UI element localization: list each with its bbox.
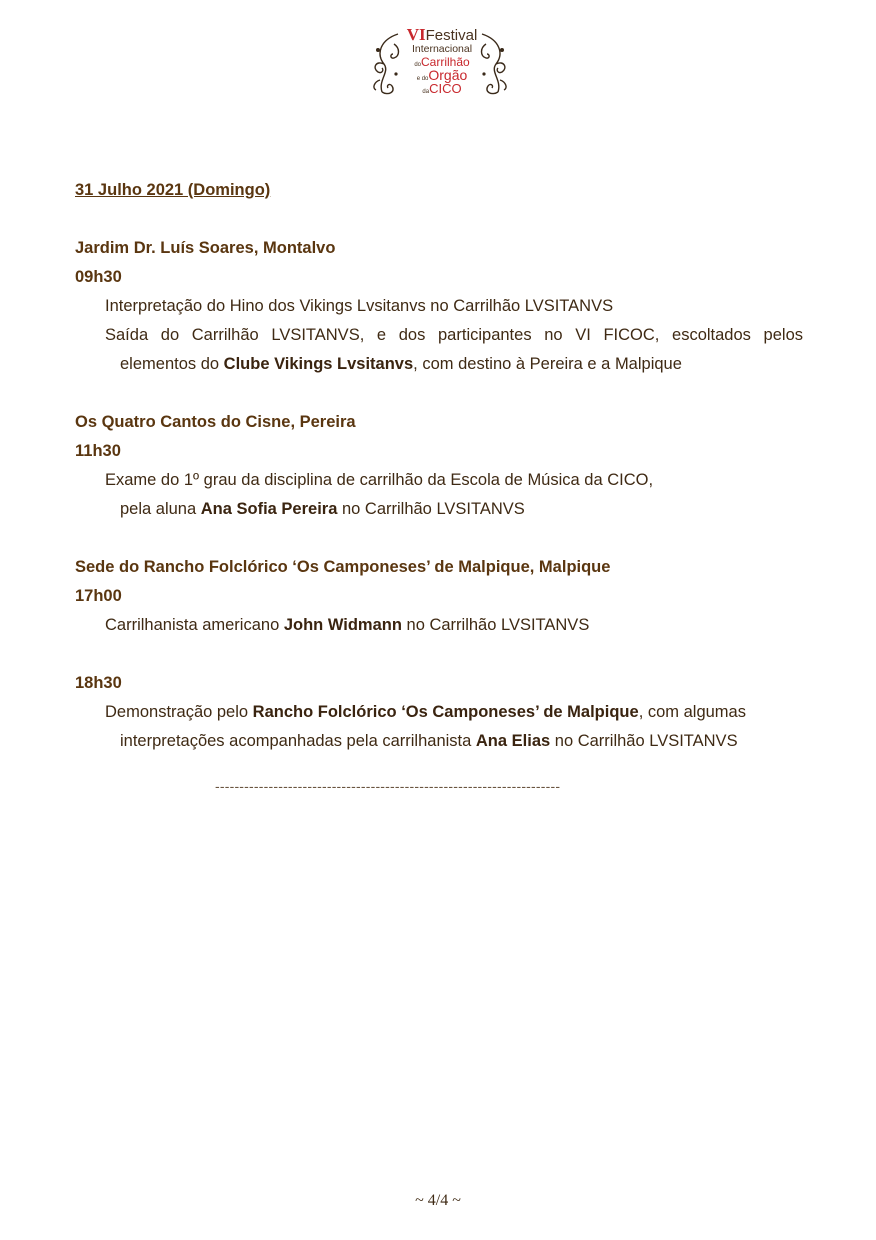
text-run: no Carrilhão LVSITANVS [401,616,590,634]
bold-name: John Widmann [283,616,402,634]
section-time: 11h30 [75,442,121,460]
logo-small-da: da [422,88,430,95]
section-time: 17h00 [75,587,122,605]
logo-small-do: do [414,61,421,68]
text-run: , com destino à Pereira e a Malpique [413,355,682,373]
text-run: Carrilhanista americano [105,616,284,634]
logo-carrilhao: Carrilhão [421,54,470,69]
festival-logo [370,24,510,102]
text-run: elementos do [120,355,224,373]
schedule-item-continuation [75,727,803,756]
logo-cico: CICO [429,80,462,96]
logo-orgao: Orgão [428,66,468,83]
logo-small-edo: e do [416,75,429,82]
schedule-item-continuation [75,350,803,379]
section-place: Os Quatro Cantos do Cisne, Pereira [75,413,356,431]
logo-internacional: Internacional [411,43,473,55]
ornament-right-icon [476,30,510,100]
schedule-item: Interpretação do Hino dos Vikings Lvsitanvs no Carrilhão LVSITANVS [105,297,614,315]
schedule-date: 31 Julho 2021 (Domingo) [75,181,271,199]
section-time: 09h30 [75,268,122,286]
schedule-item [75,611,803,640]
bold-name: Ana Sofia Pereira [200,500,338,518]
schedule-item: Exame do 1º grau da disciplina de carrilhão da Escola de Música da CICO, [105,471,654,489]
schedule-item [75,698,803,727]
bold-name: Ana Elias [475,732,551,750]
logo-festival: Festival [425,27,478,44]
text-run: interpretações acompanhadas pela carrilhanista [120,732,476,750]
section-time: 18h30 [75,674,122,692]
section-divider: ----------------------------------------------------------------------- [215,778,561,794]
text-run: Demonstração pelo [105,703,253,721]
text-run: , com algumas [638,703,746,721]
text-run: pela aluna [120,500,201,518]
bold-name: Rancho Folclórico ‘Os Camponeses’ de Malpique [252,703,639,721]
logo-vi: VI [406,25,426,44]
section-place: Jardim Dr. Luís Soares, Montalvo [75,239,336,257]
page-number: ~ 4/4 ~ [415,1192,461,1209]
schedule-item-continuation [75,495,803,524]
bold-name: Clube Vikings Lvsitanvs [223,355,414,373]
schedule-content [75,176,803,756]
text-run: no Carrilhão LVSITANVS [550,732,738,750]
text-run: no Carrilhão LVSITANVS [337,500,525,518]
schedule-item: Saída do Carrilhão LVSITANVS, e dos participantes no VI FICOC, escoltados pelos [105,326,803,344]
ornament-left-icon [370,30,404,100]
section-place: Sede do Rancho Folclórico ‘Os Camponeses’ de Malpique, Malpique [75,558,611,576]
